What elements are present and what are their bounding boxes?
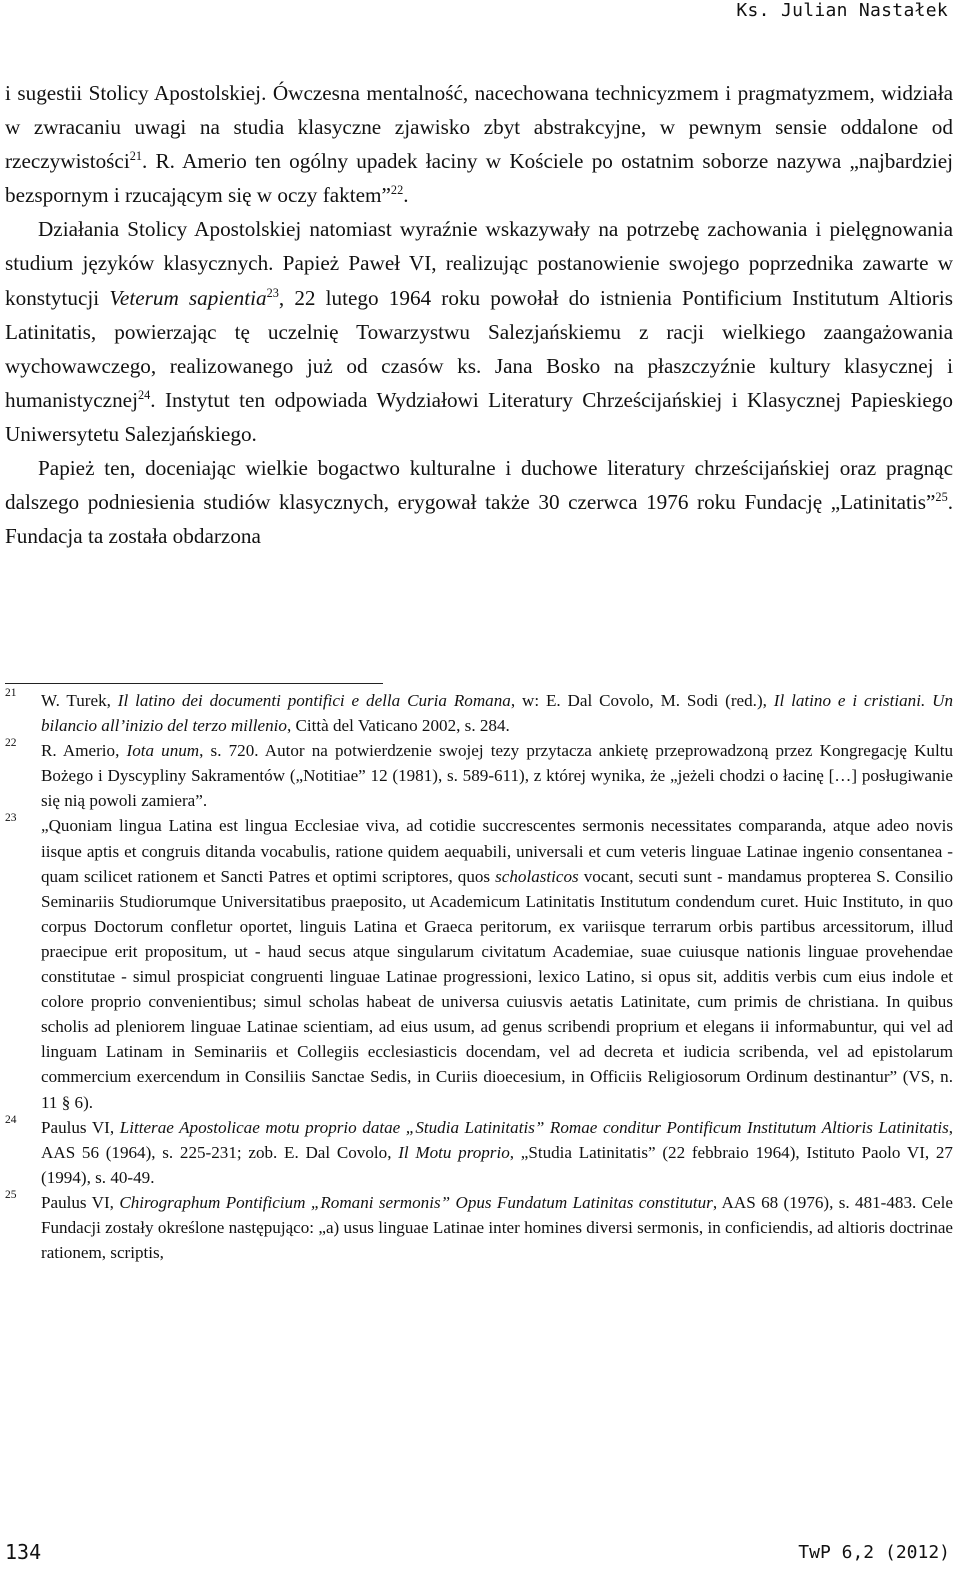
- text: , AAS 68 (1976), s. 481-483. Cele Fundacji zostały określone następująco: „a) usus linguae Latinae inter homines diversi sermonis, in conficiendis, ad altioris doctrinae rationem, scriptis,: [41, 1192, 953, 1263]
- page-number: 134: [5, 1540, 42, 1564]
- text: , Città del Vaticano 2002, s. 284.: [286, 716, 510, 736]
- footnote-ref-23[interactable]: 23: [266, 285, 279, 300]
- text: W. Turek,: [41, 691, 118, 710]
- text: , 22 lutego 1964 roku powołał do istnienia Pontificium Institutum Altioris Latinitatis, powierzając tę uczelnię Towarzystwu Salezjańskiemu z racji wielkiego zaangażowania wychowawczego, realizowanego już od czasów ks. Jana Bosko na płaszczyźnie kultury klasycznej i humanistycznej: [5, 285, 953, 412]
- italic-title: Iota unum: [126, 741, 200, 761]
- footnote-21: [5, 688, 953, 738]
- footnote-23: [5, 813, 953, 1114]
- paragraph-2: [5, 212, 953, 451]
- text: , „Studia Latinitatis” (22 febbraio 1964), Istituto Paolo VI, 27 (1994), s. 40-49.: [41, 1142, 953, 1187]
- journal-reference: TwP 6,2 (2012): [798, 1542, 950, 1563]
- footnote-divider: [5, 683, 383, 684]
- text: .: [403, 183, 409, 208]
- footnote-24: [5, 1115, 953, 1190]
- text: R. Amerio,: [41, 741, 127, 761]
- footnote-22: [5, 738, 953, 813]
- footnotes: [5, 688, 953, 1265]
- text: Paulus VI,: [41, 1192, 120, 1212]
- main-text: [5, 76, 953, 553]
- footnote-number: 21: [5, 687, 17, 699]
- footnote-ref-22[interactable]: 22: [390, 183, 404, 198]
- italic-title: Chirographum Pontificium „Romani sermonis” Opus Fundatum Latinitas constitutur: [119, 1192, 713, 1212]
- footnote-ref-21[interactable]: 21: [129, 149, 142, 164]
- italic-title: Litterae Apostolicae motu proprio datae „Studia Latinitatis” Romae conditur Pontificum Institutum Altioris Latinitatis: [119, 1117, 949, 1137]
- paragraph-1: [5, 76, 953, 212]
- text: , w: E. Dal Covolo, M. Sodi (red.),: [510, 691, 774, 710]
- footnote-ref-25[interactable]: 25: [935, 490, 948, 505]
- text: Papież ten, doceniając wielkie bogactwo kulturalne i duchowe literatury chrześcijańskiej oraz pragnąc dalszego podniesienia studiów klasycznych, erygował także 30 czerwca 1976 roku Fundację „Latinitatis”: [5, 456, 953, 515]
- text: . Fundacja ta została obdarzona: [5, 490, 953, 549]
- footnote-number: 23: [5, 812, 17, 825]
- paragraph-3: [5, 451, 953, 553]
- italic-word: scholasticos: [495, 866, 579, 886]
- italic-title: Veterum sapientia: [109, 285, 267, 310]
- text: . R. Amerio ten ogólny upadek łaciny w Kościele po ostatnim soborze nazywa „najbardziej bezspornym i rzucającym się w oczy faktem”: [5, 149, 953, 208]
- text: Paulus VI,: [41, 1117, 120, 1137]
- footnote-25: [5, 1190, 953, 1265]
- text: Działania Stolicy Apostolskiej natomiast wyraźnie wskazywały na potrzebę zachowania i pielęgnowania studium języków klasycznych. Papież Paweł VI, realizując postanowienie swojego poprzednika zawarte w konstytucji: [5, 217, 953, 310]
- footnote-number: 25: [5, 1188, 17, 1201]
- footnote-number: 24: [5, 1113, 17, 1126]
- text: i sugestii Stolicy Apostolskiej. Ówczesna mentalność, nacechowana technicyzmem i pragmatyzmem, widziała w zwracaniu uwagi na studia klasyczne zjawisko zbyt abstrakcyjne, w pewnym sensie oddalone od rzeczywistości: [5, 81, 953, 174]
- italic-title: Il latino e i cristiani. Un bilancio all’inizio del terzo millenio: [41, 691, 953, 736]
- text: , s. 720. Autor na potwierdzenie swojej tezy przytacza ankietę przeprowadzoną przez Kongregację Kultu Bożego i Dyscypliny Sakramentów („Notitiae” 12 (1981), s. 589-611), z której wynika, że „jeżeli chodzi o łacinę […] posługiwanie się nią powoli zamiera”.: [41, 741, 954, 811]
- running-head: Ks. Julian Nastałek: [736, 0, 948, 21]
- text: „Quoniam lingua Latina est lingua Ecclesiae viva, ad cotidie succrescentes sermonis necessitates comparanda, atque adeo novis iisque aptis et congruis ditanda vocabulis, ratione quidem aequabili, universali et cum veteris linguae Latinae ingenio consentanea - quam scilicet rationem et Sancti Patres et optimi scriptores, quos: [41, 816, 953, 886]
- text: . Instytut ten odpowiada Wydziałowi Literatury Chrześcijańskiej i Klasycznej Papieskiego Uniwersytetu Salezjańskiego.: [5, 387, 953, 446]
- italic-title: Il latino dei documenti pontifici e della Curia Romana: [117, 691, 511, 710]
- text: vocant, secuti sunt - mandamus propterea S. Consilio Seminariis Studiorumque Universitatibus praeposito, ut Academicum Latinitatis Institutum condendum curet. Huic Instituto, in quo corpus Doctorum confletur oportet, linguis Latina et Graeca peritorum, ex variisque terrarum orbis partibus arcessitorum, illud praecipue erit propositum, ut - haud secus atque singularum civitatum Academiae, suae cuiusque nationis linguae provehendae constitutae - simul prospiciat congruenti linguae Latinae progressioni, lexico Latino, si opus sit, additis verbis cum eius indole et colore proprio convenientibus; simul scholas habeat de universa cuiusvis aetatis Latinitate, cum primis de christiana. In quibus scholis ad pleniorem linguae Latinae scientiam, ad eius usum, ad genus scribendi proprium et elegans ii informabuntur, qui vel ad linguam Latinam in Seminariis et Collegiis ecclesiasticis docendam, vel ad decreta et iudicia scribenda, vel ad epistolarum commercium exercendum in Consiliis Sanctae Sedis, in Curiis dioecesium, in Officiis Religiosorum Ordinum destinantur” (VS, n. 11 § 6).: [41, 866, 953, 1112]
- footnote-ref-24[interactable]: 24: [137, 387, 151, 402]
- text: , AAS 56 (1964), s. 225-231; zob. E. Dal Covolo,: [41, 1117, 954, 1162]
- italic-title: Il Motu proprio: [398, 1142, 510, 1162]
- footnote-number: 22: [5, 737, 17, 750]
